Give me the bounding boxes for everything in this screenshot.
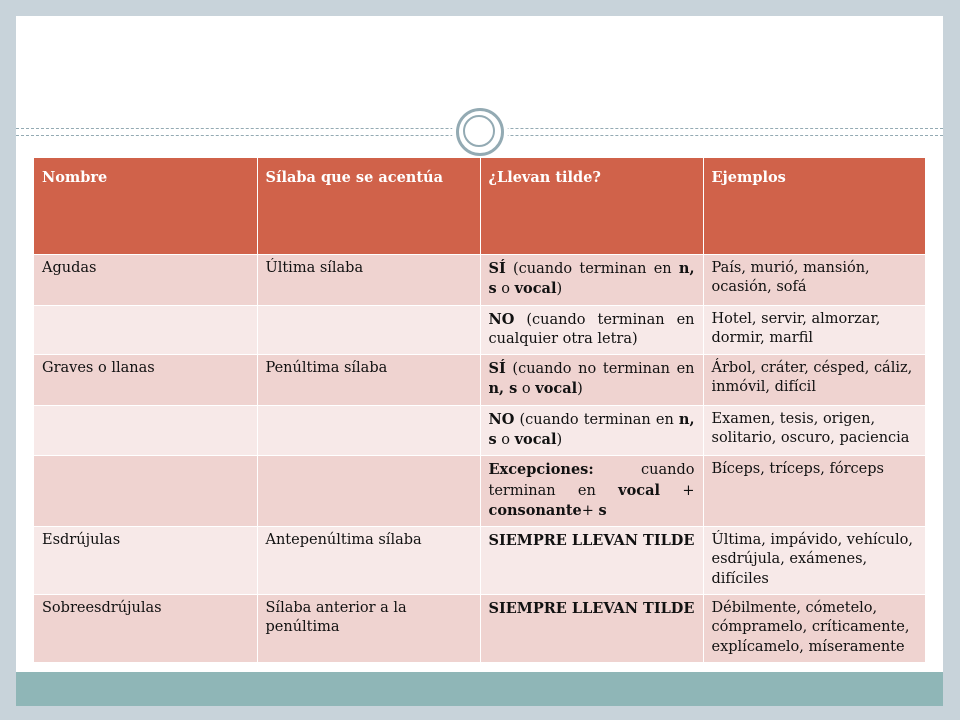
cell-silaba [257,405,480,456]
cell-nombre: Esdrújulas [34,527,257,595]
tilde-text-segment: SÍ [488,360,506,378]
cell-nombre [34,456,257,527]
circle-ornament-inner-icon [463,115,495,147]
cell-nombre [34,305,257,355]
tilde-text-segment: vocal [618,481,660,499]
cell-tilde [480,355,703,406]
cell-tilde [480,456,703,527]
table-row [34,527,925,595]
tilde-text-segment: (cuando no terminan en [505,361,695,378]
tilde-text-segment: (cuando terminan en cualquier otra letra) [488,311,695,347]
cell-tilde [480,527,703,595]
cell-tilde [480,305,703,355]
table-body [34,255,925,662]
table-row [34,456,925,527]
tilde-text-segment: ) [577,381,583,398]
header-silaba: Sílaba que se acentúa [257,158,480,255]
tilde-text-segment: SIEMPRE LLEVAN TILDE [488,532,695,550]
tilde-text-segment: vocal [535,380,578,398]
tilde-text-segment: + [660,482,695,499]
table-header-row [34,158,925,255]
tilde-text-segment: ) [556,431,563,448]
tilde-text-segment: s [598,501,607,519]
cell-ejemplos: País, murió, mansión, ocasión, sofá [703,255,925,306]
tilde-text-segment: (cuando terminan en [505,261,679,277]
tilde-text-segment: cuando terminan en [488,462,695,499]
cell-tilde [480,255,703,306]
cell-silaba: Última sílaba [257,255,480,306]
cell-nombre: Graves o llanas [34,355,257,406]
cell-silaba [257,305,480,355]
cell-ejemplos: Examen, tesis, origen, solitario, oscuro, paciencia [703,405,925,456]
tilde-text-segment: NO [488,310,515,328]
table-row [34,594,925,661]
tilde-text-segment: (cuando terminan en [514,411,679,428]
cell-silaba [257,456,480,527]
tilde-text-segment: Excepciones: [488,461,594,479]
table-row [34,305,925,355]
cell-silaba: Penúltima sílaba [257,355,480,406]
cell-silaba: Sílaba anterior a la penúltima [257,594,480,661]
tilde-text-segment: o [496,431,515,448]
header-nombre: Nombre [34,158,257,255]
table-row [34,355,925,406]
tilde-text-segment: vocal [514,430,557,448]
cell-nombre: Agudas [34,255,257,306]
header-tilde: ¿Llevan tilde? [480,158,703,255]
cell-silaba: Antepenúltima sílaba [257,527,480,595]
cell-tilde [480,405,703,456]
cell-tilde [480,594,703,661]
table-row [34,405,925,456]
tilde-text-segment: SIEMPRE LLEVAN TILDE [488,599,695,617]
tilde-text-segment: vocal [514,280,557,298]
footer-band [16,672,943,706]
tilde-text-segment: o [496,281,515,298]
tilde-text-segment: + [581,502,599,519]
cell-ejemplos: Hotel, servir, almorzar, dormir, marfil [703,305,925,355]
tilde-text-segment: n, s [488,380,518,398]
tilde-text-segment: ) [556,281,563,298]
cell-ejemplos: Débilmente, cómetelo, cómpramelo, críticamente, explícamelo, míseramente [703,594,925,661]
cell-ejemplos: Bíceps, tríceps, fórceps [703,456,925,527]
cell-ejemplos: Árbol, cráter, césped, cáliz, inmóvil, difícil [703,355,925,406]
tilde-text-segment: n, s [488,260,695,298]
header-ejemplos: Ejemplos [703,158,925,255]
tilde-text-segment: SÍ [488,260,506,277]
cell-ejemplos: Última, impávido, vehículo, esdrújula, exámenes, difíciles [703,527,925,595]
tilde-text-segment: NO [488,410,515,428]
table-row [34,255,925,306]
accentuation-table [34,158,926,662]
tilde-text-segment: o [517,381,536,398]
cell-nombre [34,405,257,456]
tilde-text-segment: n, s [488,410,695,448]
cell-nombre: Sobreesdrújulas [34,594,257,661]
tilde-text-segment: consonante [488,501,582,519]
